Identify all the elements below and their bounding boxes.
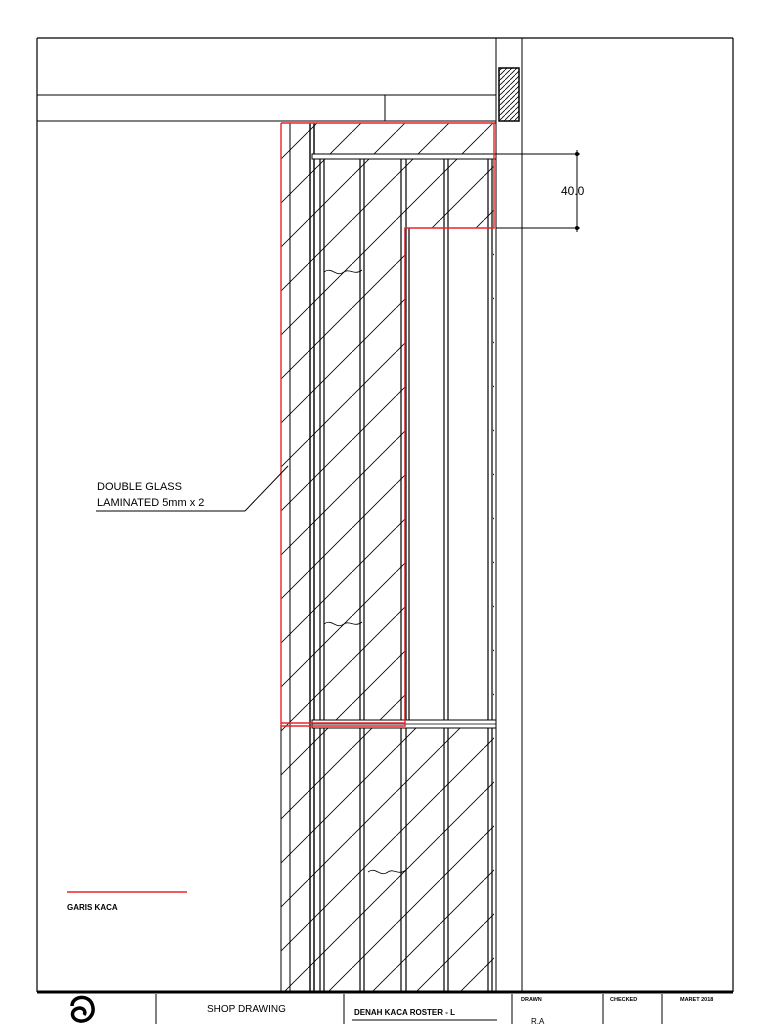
drawn-label: DRAWN [521, 997, 542, 1003]
drawn-value: R.A [531, 1017, 545, 1024]
glass-label-line2: LAMINATED 5mm x 2 [97, 497, 205, 509]
drawing-type: SHOP DRAWING [207, 1004, 286, 1015]
dimension-value: 40.0 [561, 184, 585, 198]
glass-roster-assembly [281, 123, 496, 992]
drawing-title: DENAH KACA ROSTER - L [354, 1008, 456, 1017]
legend-glass-line-label: GARIS KACA [67, 903, 118, 912]
column-section [499, 68, 519, 121]
date-value: MARET 2018 [680, 997, 714, 1003]
swirl-logo-icon [72, 997, 93, 1021]
glass-label-line1: DOUBLE GLASS [97, 481, 182, 493]
checked-label: CHECKED [610, 997, 638, 1003]
